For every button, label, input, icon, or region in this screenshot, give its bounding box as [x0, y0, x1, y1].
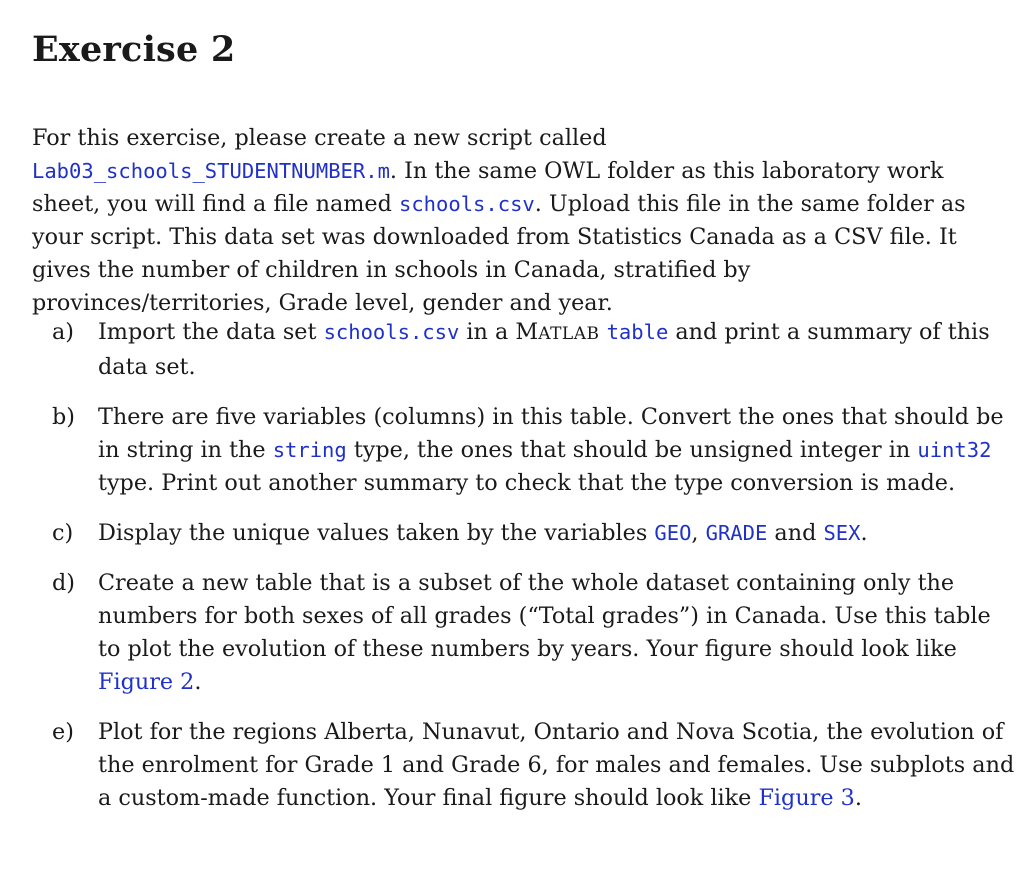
inline-code-sex: SEX: [823, 521, 861, 545]
intro-paragraph: [32, 122, 992, 320]
item-marker: c): [52, 520, 74, 546]
inline-code-string: string: [272, 438, 347, 462]
item-text: There are five variables (columns) in this table. Convert the ones that should be in string in the: [98, 404, 1004, 463]
matlab-logo-rest: ATLAB: [538, 324, 600, 344]
matlab-logo-m: M: [515, 319, 539, 345]
figure-3-link[interactable]: Figure 3: [758, 785, 855, 811]
item-text: type, the ones that should be unsigned integer in: [346, 437, 918, 463]
figure-2-link[interactable]: Figure 2: [98, 669, 195, 695]
item-text: Create a new table that is a subset of the whole dataset containing only the numbers for both sexes of all grades (“Total grades”) in Canada. Use this table to plot the evolution of these numbers by years. Your figure should look like: [98, 570, 991, 662]
exercise-list: [32, 316, 1017, 832]
item-text: .: [854, 785, 862, 811]
item-text: type. Print out another summary to check that the type conversion is made.: [98, 470, 956, 496]
script-name-code: Lab03_schools_STUDENTNUMBER.m: [32, 159, 390, 184]
item-text: and: [767, 520, 824, 546]
item-text: Plot for the regions Alberta, Nunavut, Ontario and Nova Scotia, the evolution of the enrolment for Grade 1 and Grade 6, for males and females. Use subplots and a custom-made function. Your final figure should look like: [98, 719, 1015, 811]
item-text: in a: [459, 319, 516, 345]
inline-code-grade: GRADE: [705, 521, 768, 545]
item-text: [599, 319, 606, 345]
item-marker: d): [52, 570, 75, 596]
page-title: Exercise 2: [32, 29, 236, 70]
intro-text-1: For this exercise, please create a new script called: [32, 125, 607, 152]
item-marker: a): [52, 319, 74, 345]
inline-code-uint32: uint32: [917, 438, 992, 462]
file-name-code: schools.csv: [398, 192, 535, 217]
item-text: Import the data set: [98, 319, 324, 345]
item-text: ,: [691, 520, 706, 546]
intro-text-2: . In the same OWL folder as this laboratory work sheet, you will find a file named: [32, 158, 944, 218]
item-text: and print a summary of this data set.: [98, 319, 990, 380]
inline-code-schools-csv: schools.csv: [323, 320, 460, 344]
item-marker: b): [52, 404, 75, 430]
item-text: .: [860, 520, 868, 546]
item-marker: e): [52, 719, 74, 745]
list-item-c: [32, 517, 1017, 550]
intro-text-3: . Upload this file in the same folder as your script. This data set was downloaded from Statistics Canada as a CSV file. It gives the number of children in schools in Canada, stratified by provinces/territories, Grade level, gender and year.: [32, 191, 966, 317]
list-item-a: [32, 316, 1017, 384]
inline-code-geo: GEO: [654, 521, 692, 545]
list-item-b: [32, 401, 1017, 500]
list-item-d: [32, 567, 1017, 699]
item-text: .: [194, 669, 202, 695]
item-text: Display the unique values taken by the variables: [98, 520, 655, 546]
list-item-e: [32, 716, 1017, 815]
inline-code-table: table: [606, 320, 669, 344]
